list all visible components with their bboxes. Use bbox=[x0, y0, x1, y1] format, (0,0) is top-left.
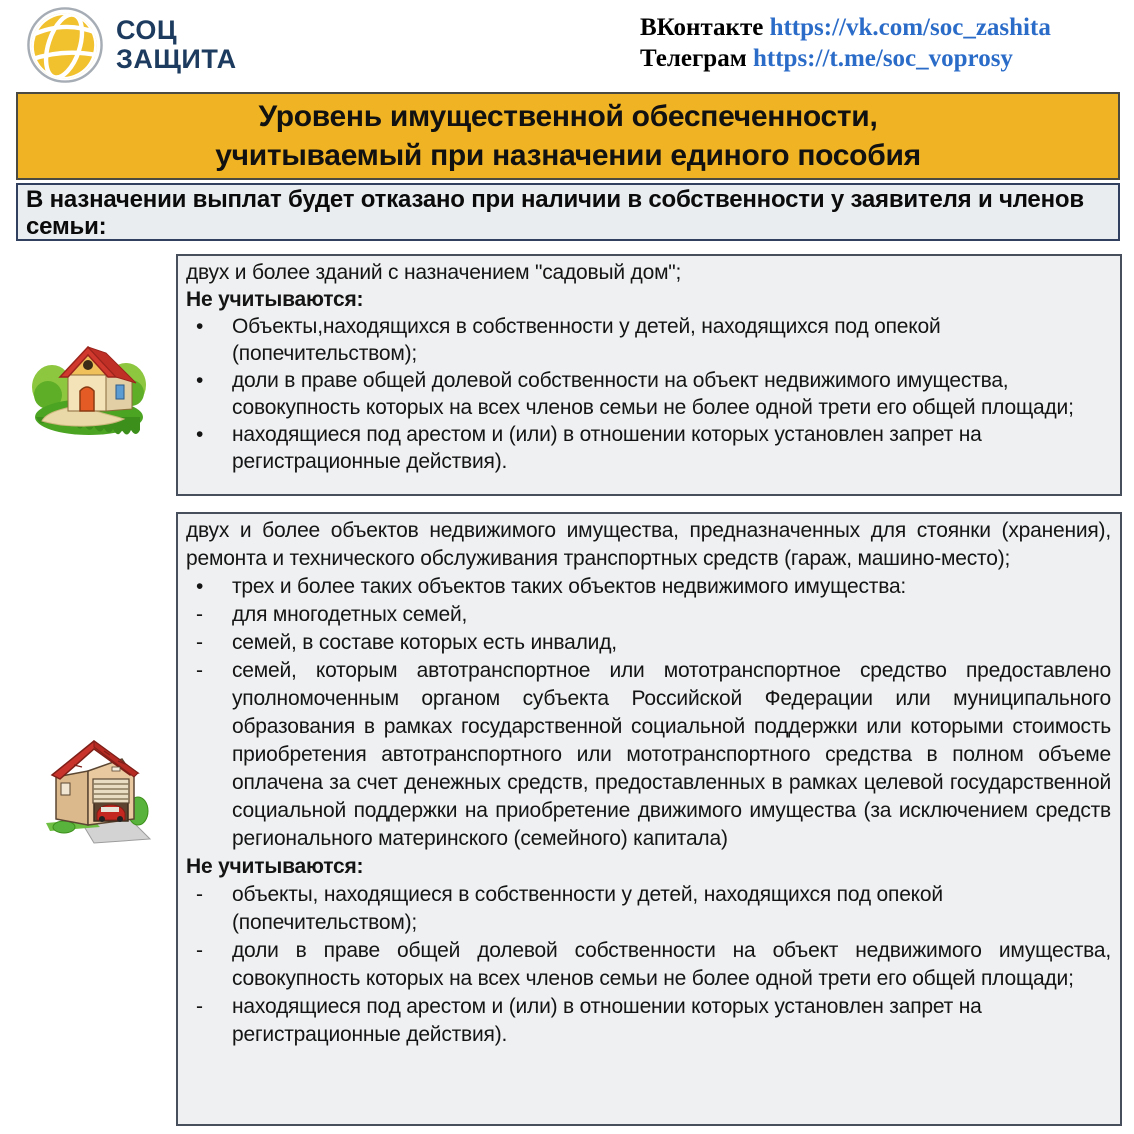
title-banner bbox=[16, 92, 1120, 180]
list-item bbox=[186, 629, 1111, 657]
social-links bbox=[640, 12, 1051, 74]
section2-nc-2: доли в праве общей долевой собственности на объект недвижимого имущества, совокупность которых на всех членов семьи не более одной трети его общей площади; bbox=[232, 939, 1111, 990]
logo-text bbox=[116, 16, 237, 74]
list-item bbox=[186, 421, 1111, 475]
telegram-row bbox=[640, 43, 1051, 74]
list-item bbox=[186, 573, 1111, 601]
dash-marker: - bbox=[196, 603, 203, 626]
subtitle-text: В назначении выплат будет отказано при наличии в собственности у заявителя и членов семьи: bbox=[26, 186, 1084, 240]
house-icon bbox=[28, 325, 150, 447]
bullet-marker: • bbox=[196, 423, 204, 446]
bullet-marker: • bbox=[196, 575, 204, 598]
vk-row bbox=[640, 12, 1051, 43]
telegram-link[interactable]: https://t.me/soc_voprosy bbox=[752, 45, 1013, 72]
dash-marker: - bbox=[196, 631, 203, 654]
section1-intro: двух и более зданий с назначением "садовый дом"; bbox=[186, 261, 682, 284]
title-line2: учитываемый при назначении единого пособия bbox=[215, 139, 921, 172]
section2-dash-3: семей, которым автотранспортное или мототранспортное средство предоставлено уполномоченным органом субъекта Российской Федерации или муниципального образования в рамках государственной социальной поддержки или которыми стоимость приобретения автотранспортного или мототранспортного средства в полном объеме оплачена за счет денежных средств, предоставленных в рамках целевой государственной социальной поддержки на приобретение движимого имущества (за исключением средств регионального материнского (семейного) капитала) bbox=[232, 659, 1111, 850]
list-item bbox=[186, 993, 1111, 1049]
dash-marker: - bbox=[196, 995, 203, 1018]
logo bbox=[26, 6, 237, 84]
logo-line1: СОЦ bbox=[116, 15, 178, 45]
dash-marker: - bbox=[196, 659, 203, 682]
dash-marker: - bbox=[196, 939, 203, 962]
section2-bullet: трех и более таких объектов таких объектов недвижимого имущества: bbox=[232, 575, 907, 598]
section2-box bbox=[176, 512, 1122, 1126]
section2-dash-2: семей, в составе которых есть инвалид, bbox=[232, 631, 617, 654]
list-item bbox=[186, 367, 1111, 421]
section2-intro: двух и более объектов недвижимого имущества, предназначенных для стоянки (хранения), ремонта и технического обслуживания транспортных средств (гараж, машино-место); bbox=[186, 519, 1111, 570]
dash-marker: - bbox=[196, 883, 203, 906]
vk-link[interactable]: https://vk.com/soc_zashita bbox=[769, 14, 1051, 41]
subtitle-banner bbox=[16, 183, 1120, 241]
bullet-marker: • bbox=[196, 315, 204, 338]
logo-line2: ЗАЩИТА bbox=[116, 44, 237, 74]
section2-nc-1: объекты, находящиеся в собственности у детей, находящихся под опекой (попечительством); bbox=[232, 883, 943, 934]
section1-bullet-1: Объекты,находящихся в собственности у детей, находящихся под опекой (попечительством); bbox=[232, 315, 941, 365]
section2-dash-1: для многодетных семей, bbox=[232, 603, 468, 626]
globe-icon bbox=[26, 6, 104, 84]
section1-not-counted-label: Не учитываются: bbox=[186, 288, 364, 311]
list-item bbox=[186, 881, 1111, 937]
vk-label: ВКонтакте bbox=[640, 14, 764, 41]
section1-box bbox=[176, 254, 1122, 496]
title-line1: Уровень имущественной обеспеченности, bbox=[258, 100, 878, 133]
list-item bbox=[186, 657, 1111, 853]
list-item bbox=[186, 601, 1111, 629]
section1-bullet-2: доли в праве общей долевой собственности на объект недвижимого имущества, совокупность которых на всех членов семьи не более одной трети его общей площади; bbox=[232, 369, 1074, 419]
list-item bbox=[186, 313, 1111, 367]
section2-not-counted-label: Не учитываются: bbox=[186, 855, 364, 878]
bullet-marker: • bbox=[196, 369, 204, 392]
section1-bullet-3: находящиеся под арестом и (или) в отношении которых установлен запрет на регистрационные действия). bbox=[232, 423, 982, 473]
telegram-label: Телеграм bbox=[640, 45, 747, 72]
list-item bbox=[186, 937, 1111, 993]
section2-nc-3: находящиеся под арестом и (или) в отношении которых установлен запрет на регистрационные действия). bbox=[232, 995, 982, 1046]
garage-icon bbox=[34, 731, 154, 849]
